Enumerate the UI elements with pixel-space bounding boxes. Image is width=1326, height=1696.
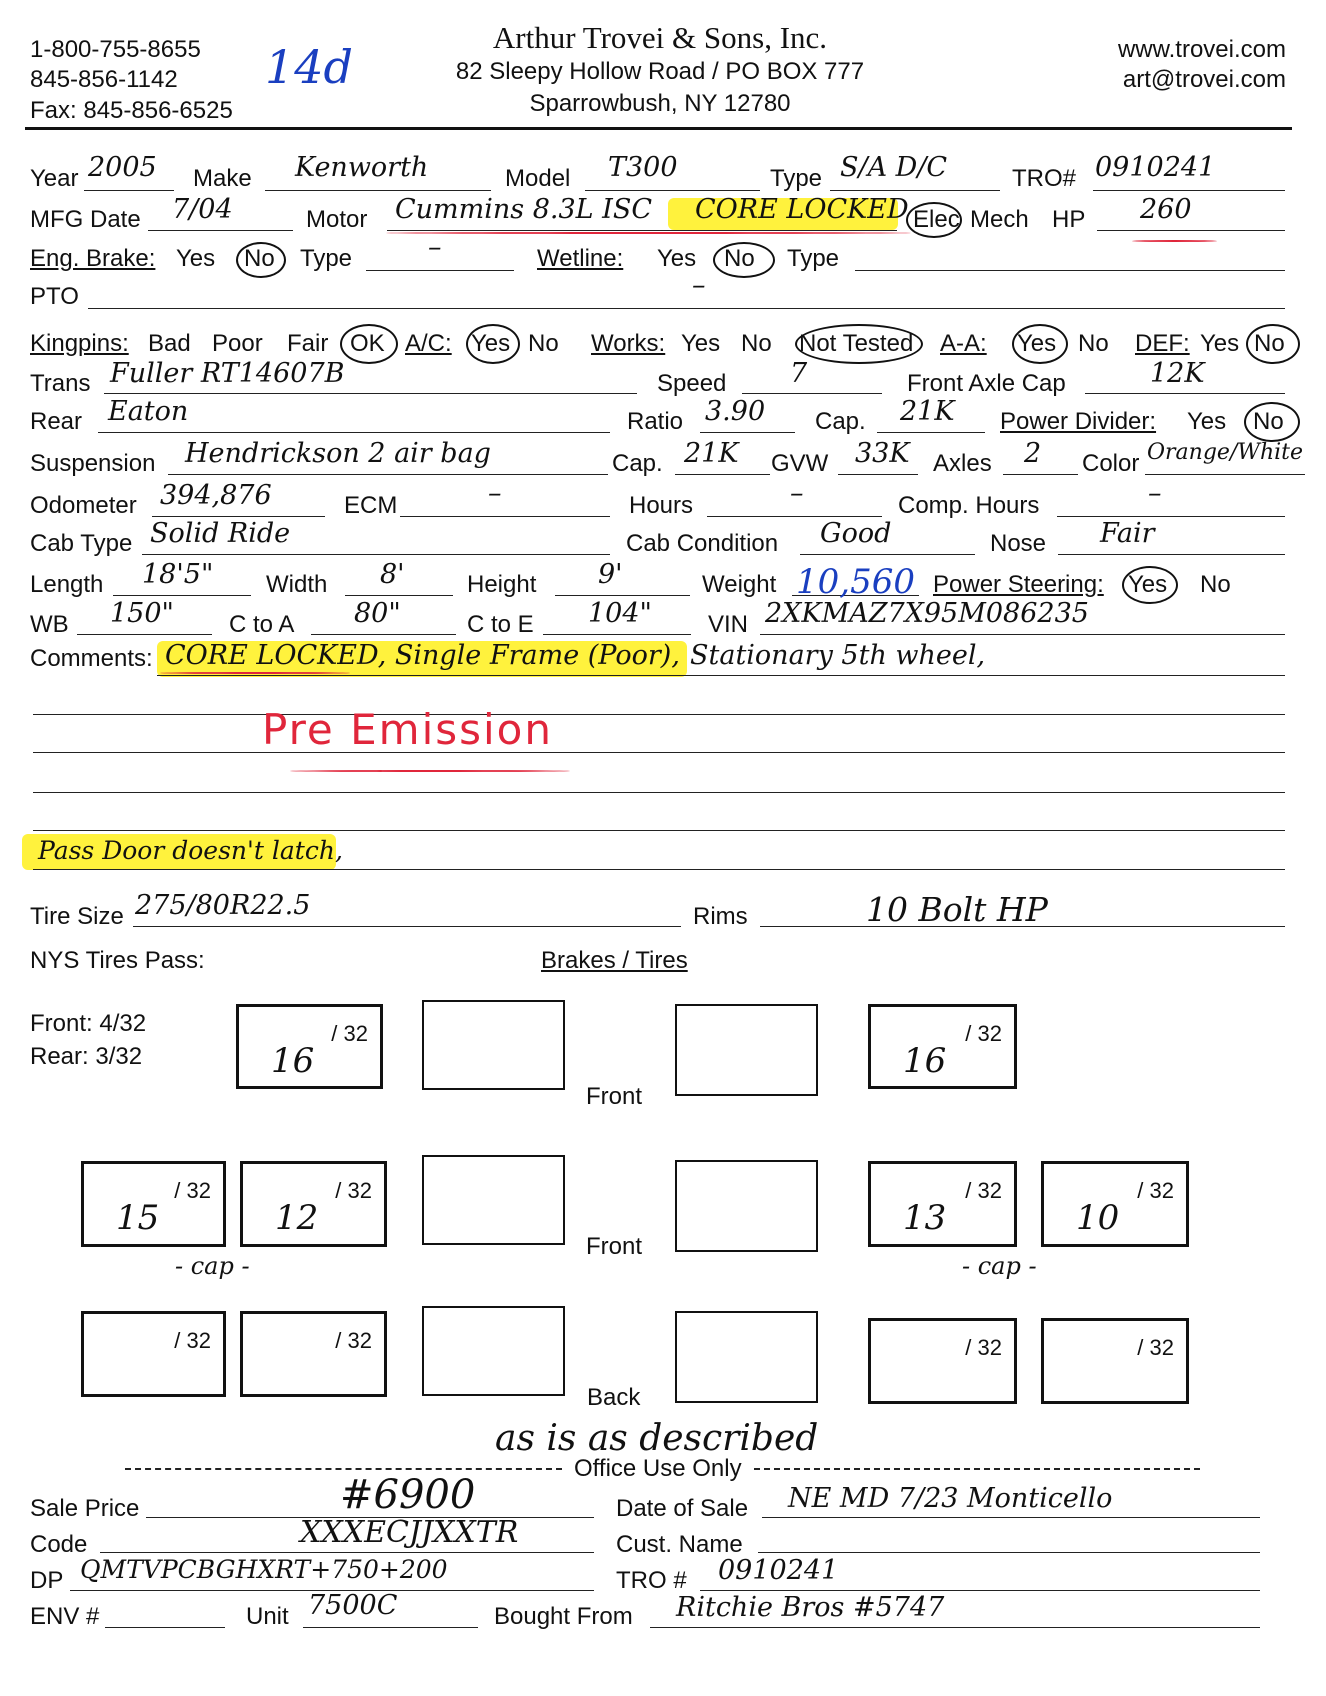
- value-height[interactable]: 9': [598, 559, 623, 590]
- value-susp-cap[interactable]: 21K: [684, 438, 739, 469]
- company-address-line2: Sparrowbush, NY 12780: [529, 90, 791, 117]
- value-cab-condition[interactable]: Good: [820, 518, 892, 549]
- company-address-line1: 82 Sleepy Hollow Road / PO BOX 777: [455, 58, 865, 85]
- value-hours[interactable]: –: [790, 478, 804, 509]
- pass-door-note[interactable]: Pass Door doesn't latch,: [38, 836, 343, 865]
- value-odometer[interactable]: 394,876: [160, 480, 272, 511]
- value-year[interactable]: 2005: [88, 152, 157, 183]
- company-email[interactable]: art@trovei.com: [1122, 66, 1286, 93]
- tire-depth-value: 16: [903, 1041, 947, 1081]
- label-suspension: Suspension: [30, 450, 156, 477]
- label-width: Width: [266, 571, 328, 598]
- cust-name-field[interactable]: [758, 1552, 1260, 1553]
- office-divider-left: [125, 1468, 562, 1470]
- office-divider-right: [754, 1468, 1200, 1470]
- label-front-steer: Front: [586, 1083, 643, 1110]
- label-hp: HP: [1052, 206, 1086, 233]
- value-front-axle-cap[interactable]: 12K: [1150, 358, 1205, 389]
- tire-rear-drive-left-outer[interactable]: / 32: [81, 1311, 226, 1397]
- value-hp[interactable]: 260: [1140, 194, 1192, 225]
- label-rear: Rear: [30, 408, 83, 435]
- label-trans: Trans: [30, 370, 91, 397]
- ac-no[interactable]: No: [528, 330, 559, 357]
- option-mech[interactable]: Mech: [970, 206, 1029, 233]
- label-dp: DP: [30, 1567, 64, 1594]
- label-env: ENV #: [30, 1603, 100, 1630]
- label-length: Length: [30, 571, 104, 598]
- value-c-to-a[interactable]: 80": [354, 598, 401, 629]
- label-tro-num: TRO #: [616, 1567, 687, 1594]
- nys-front-requirement: Front: 4/32: [30, 1010, 147, 1037]
- label-front-axle-cap: Front Axle Cap: [907, 370, 1066, 397]
- brake-steer-left[interactable]: [422, 1000, 565, 1090]
- value-nose[interactable]: Fair: [1100, 518, 1155, 549]
- label-speed: Speed: [657, 370, 727, 397]
- label-color: Color: [1082, 450, 1140, 477]
- value-code[interactable]: XXXECJJXXTR: [300, 1515, 519, 1550]
- red-underline-motor: [386, 232, 911, 234]
- tire-depth-value: 13: [903, 1198, 947, 1238]
- label-make: Make: [193, 165, 252, 192]
- label-code: Code: [30, 1531, 88, 1558]
- value-axles[interactable]: 2: [1024, 438, 1042, 469]
- value-unit[interactable]: 7500C: [308, 1590, 398, 1621]
- value-width[interactable]: 8': [380, 559, 405, 590]
- tire-front-drive-right-inner[interactable]: / 32 13: [868, 1161, 1017, 1247]
- value-suspension[interactable]: Hendrickson 2 air bag: [185, 438, 491, 469]
- option-elec[interactable]: Elec: [913, 206, 960, 233]
- value-speed[interactable]: 7: [790, 358, 808, 389]
- label-unit: Unit: [246, 1603, 289, 1630]
- ac-yes[interactable]: Yes: [471, 330, 511, 357]
- value-model[interactable]: T300: [608, 152, 678, 183]
- fax-number: Fax: 845-856-6525: [30, 97, 233, 124]
- power-divider-yes[interactable]: Yes: [1187, 408, 1227, 435]
- works-not-tested[interactable]: Not Tested: [799, 330, 914, 357]
- value-gvw[interactable]: 33K: [855, 438, 910, 469]
- brake-steer-right[interactable]: [675, 1004, 818, 1096]
- brake-front-drive-left[interactable]: [422, 1155, 565, 1245]
- label-height: Height: [467, 571, 537, 598]
- red-underline-comment: [160, 672, 350, 674]
- label-eng-brake-type: Type: [300, 245, 353, 272]
- tire-rear-drive-right-outer[interactable]: / 32: [1041, 1318, 1189, 1404]
- label-susp-cap: Cap.: [612, 450, 663, 477]
- value-color[interactable]: Orange/White: [1147, 440, 1304, 465]
- value-rims[interactable]: 10 Bolt HP: [866, 890, 1048, 929]
- company-website[interactable]: www.trovei.com: [1117, 36, 1286, 63]
- power-divider-no[interactable]: No: [1253, 408, 1284, 435]
- value-date-of-sale[interactable]: NE MD 7/23 Monticello: [788, 1483, 1113, 1514]
- value-wetline-type[interactable]: –: [692, 270, 706, 301]
- label-weight: Weight: [702, 571, 777, 598]
- value-motor-note: CORE LOCKED: [695, 194, 909, 225]
- tire-steer-right-outer[interactable]: / 32 16: [868, 1004, 1017, 1089]
- tire-depth-value: 10: [1076, 1198, 1120, 1238]
- value-ecm[interactable]: –: [488, 478, 502, 509]
- def-no[interactable]: No: [1254, 330, 1285, 357]
- aa-yes[interactable]: Yes: [1017, 330, 1057, 357]
- tire-depth-value: 12: [275, 1198, 319, 1238]
- label-power-divider: Power Divider:: [1000, 408, 1157, 435]
- value-sale-price[interactable]: #6900: [340, 1472, 476, 1518]
- label-rims: Rims: [693, 903, 748, 930]
- value-length[interactable]: 18'5": [142, 559, 214, 590]
- works-no[interactable]: No: [741, 330, 772, 357]
- phone-tollfree: 1-800-755-8655: [30, 36, 201, 63]
- value-type[interactable]: S/A D/C: [840, 152, 948, 183]
- phone-local: 845-856-1142: [30, 66, 178, 93]
- label-nose: Nose: [990, 530, 1047, 557]
- label-cab-type: Cab Type: [30, 530, 133, 557]
- handwritten-lot-number: 14d: [265, 40, 353, 94]
- label-bought-from: Bought From: [494, 1603, 633, 1630]
- power-steering-no[interactable]: No: [1200, 571, 1231, 598]
- label-works: Works:: [591, 330, 666, 357]
- wetline-no[interactable]: No: [724, 245, 755, 272]
- tire-steer-left-outer[interactable]: / 32 16: [236, 1004, 383, 1089]
- value-motor[interactable]: Cummins 8.3L ISC: [395, 194, 652, 225]
- comment-rest[interactable]: Stationary 5th wheel,: [690, 640, 986, 671]
- tire-depth-value: 16: [271, 1041, 315, 1081]
- value-rear[interactable]: Eaton: [108, 396, 189, 427]
- company-name: Arthur Trovei & Sons, Inc.: [492, 20, 828, 55]
- value-tro[interactable]: 0910241: [1095, 152, 1216, 183]
- cap-note-left: - cap -: [175, 1252, 250, 1280]
- tire-front-drive-right-outer[interactable]: / 32 10: [1041, 1161, 1189, 1247]
- label-vin: VIN: [708, 611, 749, 638]
- comment-highlight[interactable]: CORE LOCKED, Single Frame (Poor),: [165, 640, 680, 671]
- kingpins-ok[interactable]: OK: [350, 330, 385, 357]
- label-rear-cap: Cap.: [815, 408, 866, 435]
- pto-field[interactable]: [88, 308, 1285, 309]
- power-steering-yes[interactable]: Yes: [1128, 571, 1168, 598]
- label-nys-tires-pass: NYS Tires Pass:: [30, 947, 205, 974]
- tire-rear-drive-right-inner[interactable]: / 32: [868, 1318, 1017, 1404]
- label-tro: TRO#: [1012, 165, 1077, 192]
- value-cab-type[interactable]: Solid Ride: [150, 518, 291, 549]
- works-yes[interactable]: Yes: [681, 330, 721, 357]
- value-tro-num[interactable]: 0910241: [718, 1555, 839, 1586]
- label-wetline-type: Type: [787, 245, 840, 272]
- brake-rear-drive-right[interactable]: [675, 1311, 818, 1403]
- label-hours: Hours: [629, 492, 694, 519]
- label-front-drive: Front: [586, 1233, 643, 1260]
- value-ratio[interactable]: 3.90: [705, 396, 766, 427]
- pre-emission-note: Pre Emission: [262, 705, 553, 754]
- red-underline-hp: [1132, 240, 1217, 242]
- value-bought-from[interactable]: Ritchie Bros #5747: [676, 1592, 945, 1623]
- label-comments: Comments:: [30, 645, 153, 672]
- label-office-use-only: Office Use Only: [574, 1455, 742, 1482]
- value-c-to-e[interactable]: 104": [588, 598, 652, 629]
- label-motor: Motor: [306, 206, 368, 233]
- header-divider: [25, 127, 1292, 130]
- nys-rear-requirement: Rear: 3/32: [30, 1043, 143, 1070]
- label-ac: A/C:: [405, 330, 452, 357]
- label-ratio: Ratio: [627, 408, 684, 435]
- cap-note-right: - cap -: [962, 1252, 1037, 1280]
- label-model: Model: [505, 165, 571, 192]
- label-pto: PTO: [30, 283, 79, 310]
- label-odometer: Odometer: [30, 492, 137, 519]
- label-def: DEF:: [1135, 330, 1190, 357]
- value-tire-size[interactable]: 275/80R22.5: [135, 890, 311, 921]
- eng-brake-no[interactable]: No: [244, 245, 275, 272]
- value-wb[interactable]: 150": [110, 598, 174, 629]
- label-wb: WB: [30, 611, 69, 638]
- label-date-of-sale: Date of Sale: [616, 1495, 749, 1522]
- label-cab-condition: Cab Condition: [626, 530, 779, 557]
- label-c-to-a: C to A: [229, 611, 295, 638]
- value-rear-cap[interactable]: 21K: [900, 396, 955, 427]
- value-weight[interactable]: 10,560: [796, 562, 915, 602]
- kingpins-poor[interactable]: Poor: [212, 330, 263, 357]
- def-yes[interactable]: Yes: [1200, 330, 1240, 357]
- label-brakes-tires: Brakes / Tires: [541, 947, 688, 974]
- label-mfg-date: MFG Date: [30, 206, 141, 233]
- value-mfg-date[interactable]: 7/04: [172, 194, 233, 225]
- tire-front-drive-left-inner[interactable]: / 32 12: [240, 1161, 387, 1247]
- tire-rear-drive-left-inner[interactable]: / 32: [240, 1311, 387, 1397]
- eng-brake-yes[interactable]: Yes: [176, 245, 216, 272]
- value-vin[interactable]: 2XKMAZ7X95M086235: [765, 598, 1089, 629]
- tire-depth-value: 15: [116, 1198, 160, 1238]
- aa-no[interactable]: No: [1078, 330, 1109, 357]
- brake-front-drive-right[interactable]: [675, 1160, 818, 1252]
- label-tire-size: Tire Size: [30, 903, 124, 930]
- red-underline-pre-emission: [290, 770, 570, 772]
- label-gvw: GVW: [771, 450, 829, 477]
- value-eng-brake-type[interactable]: –: [428, 232, 442, 263]
- label-sale-price: Sale Price: [30, 1495, 140, 1522]
- label-kingpins: Kingpins:: [30, 330, 129, 357]
- label-back: Back: [587, 1384, 641, 1411]
- label-comp-hours: Comp. Hours: [898, 492, 1040, 519]
- label-cust-name: Cust. Name: [616, 1531, 743, 1558]
- label-year: Year: [30, 165, 79, 192]
- label-wetline: Wetline:: [537, 245, 624, 272]
- label-aa: A-A:: [940, 330, 987, 357]
- label-ecm: ECM: [344, 492, 398, 519]
- kingpins-bad[interactable]: Bad: [148, 330, 191, 357]
- wetline-yes[interactable]: Yes: [657, 245, 697, 272]
- value-dp[interactable]: QMTVPCBGHXRT+750+200: [80, 1555, 448, 1584]
- label-type: Type: [770, 165, 823, 192]
- tire-front-drive-left-outer[interactable]: / 32 15: [81, 1161, 226, 1247]
- as-is-note: as is as described: [495, 1418, 819, 1459]
- brake-rear-drive-left[interactable]: [422, 1306, 565, 1396]
- kingpins-fair[interactable]: Fair: [287, 330, 329, 357]
- value-comp-hours[interactable]: –: [1148, 478, 1162, 509]
- label-c-to-e: C to E: [467, 611, 534, 638]
- label-power-steering: Power Steering:: [933, 571, 1104, 598]
- value-make[interactable]: Kenworth: [295, 152, 429, 183]
- label-axles: Axles: [933, 450, 992, 477]
- value-trans[interactable]: Fuller RT14607B: [110, 358, 345, 389]
- label-eng-brake: Eng. Brake:: [30, 245, 156, 272]
